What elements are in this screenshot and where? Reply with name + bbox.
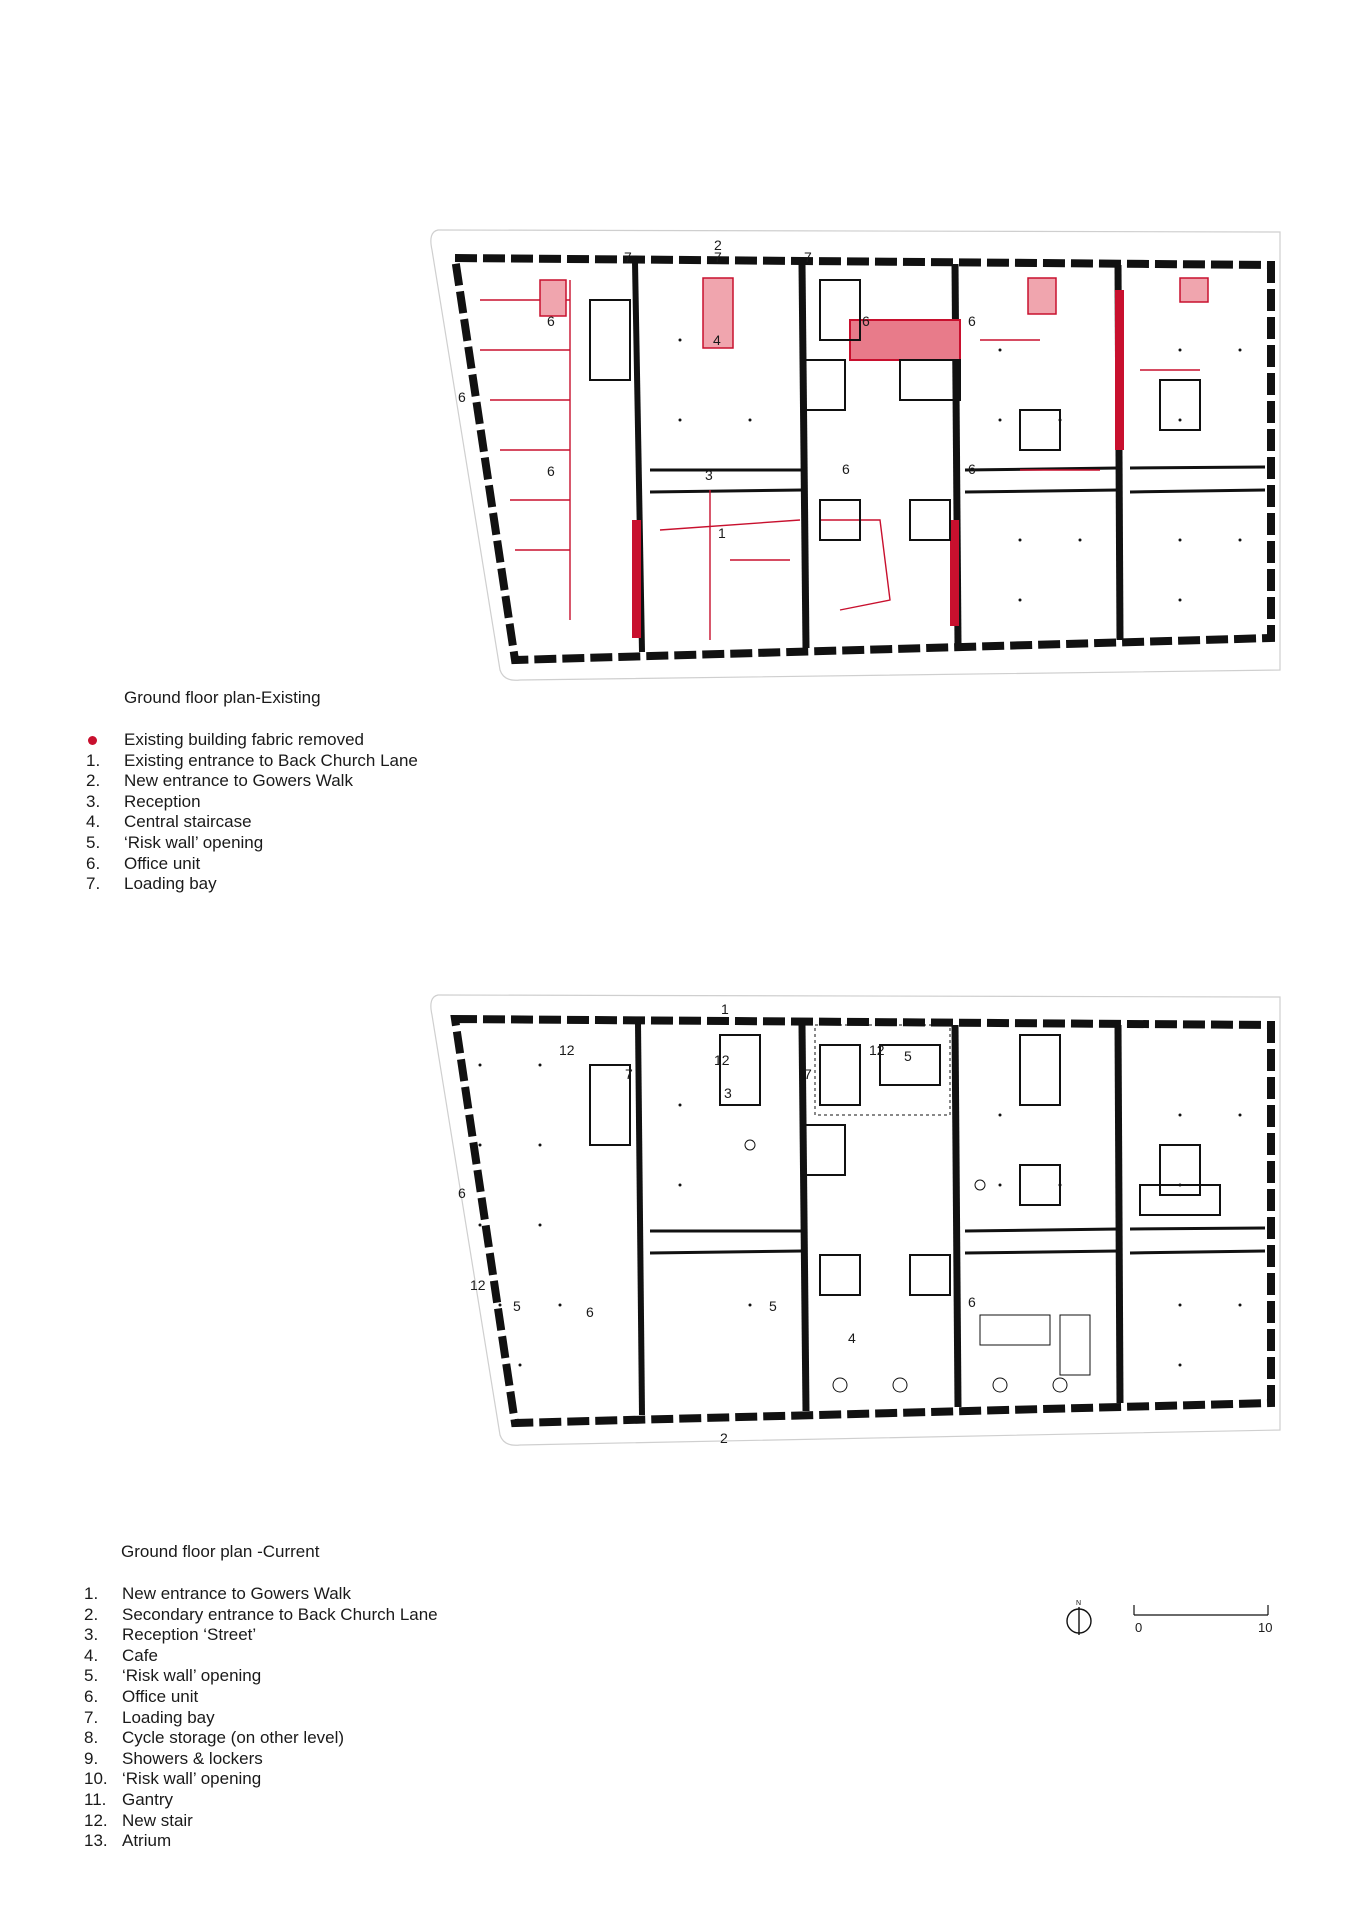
corridor-wall (965, 490, 1118, 492)
room-label: 1 (718, 525, 726, 541)
room-label: 4 (848, 1330, 856, 1346)
corridor-wall (1130, 1228, 1265, 1229)
room-label: 6 (586, 1304, 594, 1320)
scale-bar (1133, 1603, 1273, 1624)
outer-wall (455, 1019, 1271, 1423)
existing-plan-drawing (420, 220, 1290, 690)
legend-item: 5. ‘Risk wall’ opening (84, 1666, 262, 1686)
legend-item: 12. New stair (84, 1810, 193, 1830)
cores (590, 1035, 1220, 1295)
room-label: 7 (804, 249, 812, 265)
north-arrow (1064, 1597, 1094, 1642)
legend-item: 2. New entrance to Gowers Walk (86, 771, 353, 791)
current-plan-drawing (420, 985, 1290, 1455)
room-label: 6 (547, 463, 555, 479)
room-label: 6 (458, 1185, 466, 1201)
current-plan-caption: Ground floor plan -Current (121, 1542, 320, 1561)
site-outline (431, 995, 1280, 1445)
atrium-outline (815, 1025, 950, 1115)
room-label: 5 (513, 1298, 521, 1314)
legend-item: 1. Existing entrance to Back Church Lane (86, 750, 418, 770)
corridor-wall (650, 1251, 802, 1253)
current-floor-plan (420, 985, 1290, 1455)
room-label: 2 (720, 1430, 728, 1446)
room-label: 6 (862, 313, 870, 329)
cafe-furniture (745, 1140, 1090, 1392)
removed-fabric (480, 280, 1200, 640)
existing-floor-plan (420, 220, 1290, 690)
legend-item: 1. New entrance to Gowers Walk (84, 1584, 351, 1603)
corridor-wall (1130, 490, 1265, 492)
corridor-wall (1130, 1251, 1265, 1253)
room-label: 6 (968, 1294, 976, 1310)
legend-item: 3. Reception (86, 791, 201, 811)
removed-stair (540, 280, 566, 316)
current-plan-legend (84, 1584, 438, 1852)
room-label: 2 (714, 237, 722, 253)
room-label: 7 (624, 249, 632, 265)
room-label: 6 (968, 461, 976, 477)
column-grid (479, 1064, 1242, 1367)
room-label: 12 (714, 1052, 730, 1068)
removed-fabric-icon (86, 730, 124, 751)
legend-item: 10. ‘Risk wall’ opening (84, 1769, 262, 1789)
corridor-wall (650, 490, 802, 492)
removed-stair (1028, 278, 1056, 314)
party-wall (638, 1023, 642, 1415)
room-label: 12 (869, 1042, 885, 1058)
corridor-wall (965, 1251, 1118, 1253)
legend-item: 4. Central staircase (86, 812, 252, 832)
legend-item-removed: Existing building fabric removed (86, 730, 418, 751)
room-label: 6 (547, 313, 555, 329)
scale-end-label: 10 (1258, 1620, 1273, 1635)
room-label: 12 (559, 1042, 575, 1058)
room-label: 3 (705, 467, 713, 483)
legend-item: 6. Office unit (84, 1686, 199, 1706)
party-wall (802, 1025, 806, 1411)
room-label: 12 (470, 1277, 486, 1293)
room-label: 6 (968, 313, 976, 329)
svg-text:N: N (1076, 1600, 1082, 1607)
legend-item: 9. Showers & lockers (84, 1748, 263, 1768)
legend-item: 6. Office unit (86, 853, 201, 873)
legend-item: 2. Secondary entrance to Back Church Lane (84, 1604, 438, 1624)
party-wall (1118, 1025, 1120, 1403)
party-wall (955, 1025, 958, 1407)
legend-item: 8. Cycle storage (on other level) (84, 1728, 345, 1748)
removed-wall (950, 520, 959, 626)
legend-item: 4. Cafe (84, 1645, 158, 1665)
room-label: 4 (713, 332, 721, 348)
room-label: 3 (724, 1085, 732, 1101)
scale-bar-graphic (1133, 1603, 1273, 1619)
room-label: 5 (904, 1048, 912, 1064)
scale-start-label: 0 (1135, 1620, 1143, 1635)
removed-stair (1180, 278, 1208, 302)
removed-wall (632, 520, 641, 638)
party-wall (802, 264, 806, 648)
legend-item: 13. Atrium (84, 1831, 172, 1851)
room-label: 7 (714, 249, 722, 265)
existing-plan-caption: Ground floor plan-Existing (124, 688, 321, 707)
room-label: 5 (769, 1298, 777, 1314)
legend-item: 7. Loading bay (86, 874, 217, 894)
legend-item: 7. Loading bay (84, 1707, 215, 1727)
room-label: 7 (625, 1066, 633, 1082)
corridor-wall (1130, 467, 1265, 468)
corridor-wall (965, 1229, 1118, 1231)
existing-plan-legend (86, 730, 418, 895)
room-label: 1 (721, 1001, 729, 1017)
room-label: 6 (458, 389, 466, 405)
legend-item: 3. Reception ‘Street’ (84, 1625, 257, 1645)
removed-wall (1115, 290, 1124, 450)
legend-item: 11. Gantry (84, 1789, 174, 1809)
north-arrow-icon (1064, 1597, 1094, 1637)
room-label: 7 (804, 1066, 812, 1082)
room-label: 6 (842, 461, 850, 477)
legend-item: 5. ‘Risk wall’ opening (86, 832, 264, 852)
